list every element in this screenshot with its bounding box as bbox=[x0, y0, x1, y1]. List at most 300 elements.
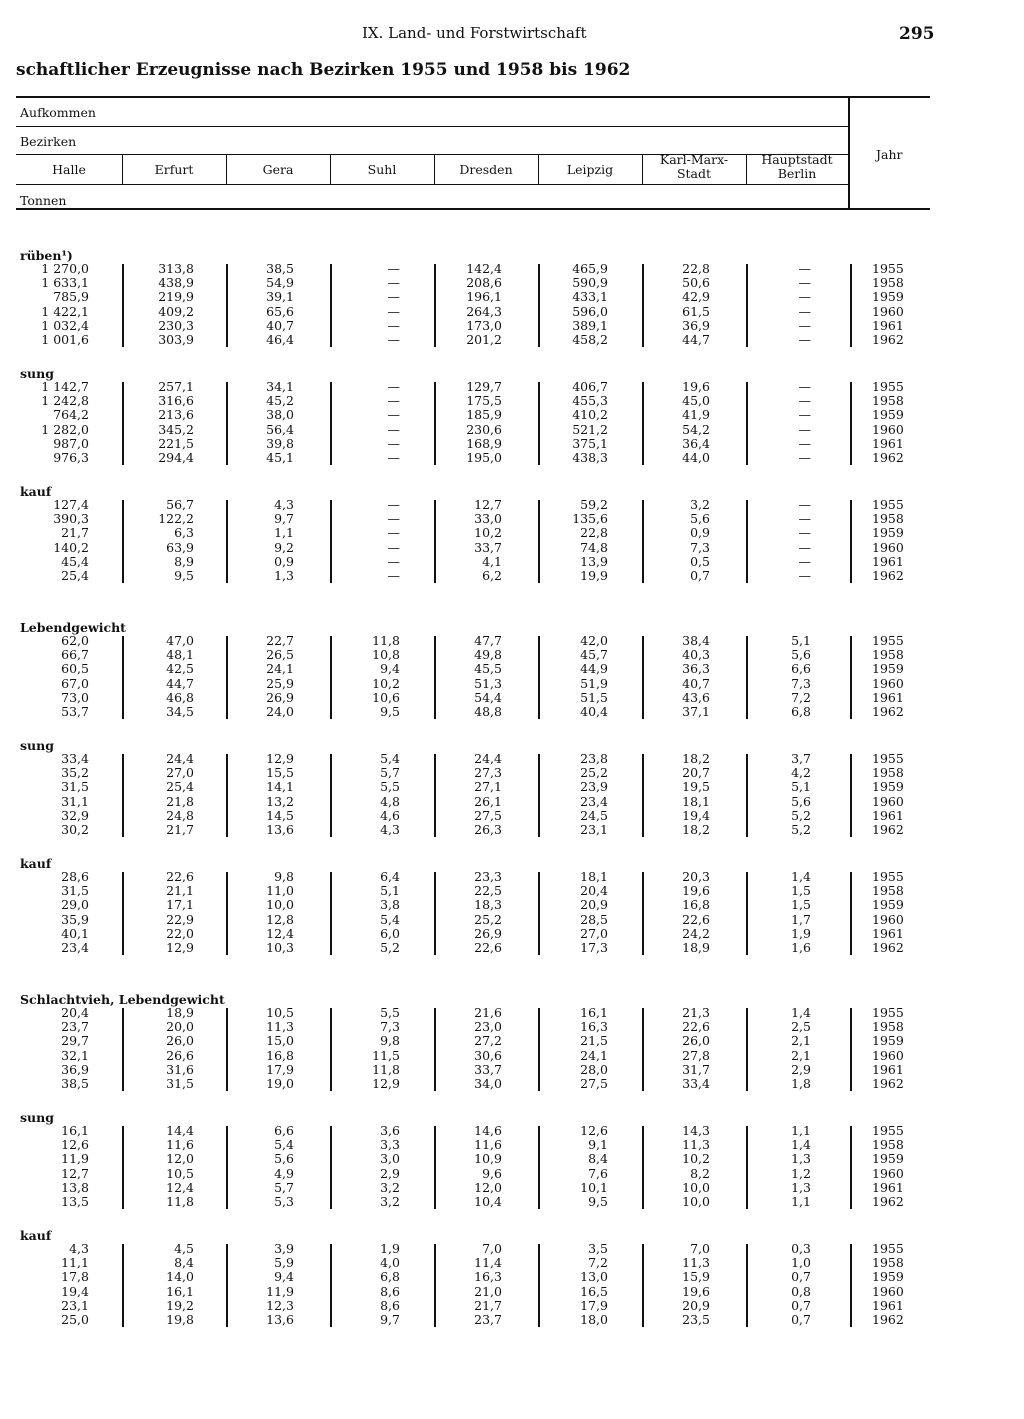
table-cell: — bbox=[798, 379, 811, 394]
column-rule bbox=[122, 1244, 124, 1327]
table-cell: 303,9 bbox=[158, 332, 194, 347]
table-cell: 1,9 bbox=[380, 1241, 400, 1256]
table-cell: 24,4 bbox=[166, 751, 194, 766]
table-cell: 7,0 bbox=[690, 1241, 710, 1256]
table-cell: — bbox=[387, 393, 400, 409]
table-cell: 0,8 bbox=[791, 1283, 811, 1299]
table-cell: 16,1 bbox=[61, 1123, 89, 1138]
table-cell: — bbox=[387, 379, 400, 394]
table-cell: 21,5 bbox=[580, 1033, 608, 1049]
section-label: sung bbox=[20, 1110, 54, 1125]
table-cell: 5,1 bbox=[380, 883, 400, 899]
table-cell: 1,9 bbox=[791, 925, 811, 941]
table-cell: 1 001,6 bbox=[41, 332, 89, 347]
table-cell: 22,8 bbox=[580, 525, 608, 541]
table-cell: 43,6 bbox=[682, 689, 710, 705]
table-cell: 219,9 bbox=[158, 289, 194, 305]
table-cell: — bbox=[387, 568, 400, 583]
table-cell: — bbox=[387, 332, 400, 347]
table-cell: 4,5 bbox=[174, 1241, 194, 1256]
table-cell: 46,4 bbox=[266, 332, 294, 347]
table-cell: 23,8 bbox=[580, 751, 608, 766]
table-cell: 5,2 bbox=[380, 940, 400, 955]
column-rule bbox=[330, 500, 332, 583]
table-cell: 38,5 bbox=[266, 261, 294, 276]
table-cell: 11,3 bbox=[266, 1019, 294, 1035]
column-rule bbox=[746, 382, 748, 465]
table-cell: 31,5 bbox=[61, 779, 89, 795]
table-cell: 1 242,8 bbox=[41, 393, 89, 409]
table-cell: 3,9 bbox=[274, 1241, 294, 1256]
table-cell: — bbox=[387, 525, 400, 541]
table-cell: 11,4 bbox=[474, 1255, 502, 1271]
table-cell: 31,6 bbox=[166, 1061, 194, 1077]
table-cell: 5,1 bbox=[791, 779, 811, 795]
year-cell: 1960 bbox=[872, 1283, 904, 1299]
table-cell: 5,4 bbox=[380, 751, 400, 766]
table-cell: 5,1 bbox=[791, 633, 811, 648]
year-cell: 1955 bbox=[872, 1005, 904, 1020]
table-cell: — bbox=[387, 539, 400, 555]
table-cell: 5,2 bbox=[791, 807, 811, 823]
table-cell: 20,4 bbox=[580, 883, 608, 899]
table-cell: 48,1 bbox=[166, 647, 194, 663]
year-cell: 1955 bbox=[872, 1241, 904, 1256]
section-label: Schlachtvieh, Lebendgewicht bbox=[20, 992, 225, 1007]
table-cell: 6,6 bbox=[274, 1123, 294, 1138]
year-cell: 1958 bbox=[872, 765, 904, 781]
table-cell: — bbox=[798, 421, 811, 437]
table-cell: 28,0 bbox=[580, 1061, 608, 1077]
table-cell: 12,8 bbox=[266, 911, 294, 927]
table-cell: 20,7 bbox=[682, 765, 710, 781]
column-rule bbox=[122, 872, 124, 955]
table-cell: 9,8 bbox=[274, 869, 294, 884]
column-rule bbox=[538, 636, 540, 719]
table-cell: 45,7 bbox=[580, 647, 608, 663]
year-cell: 1959 bbox=[872, 1033, 904, 1049]
table-cell: 27,5 bbox=[580, 1076, 608, 1091]
column-rule bbox=[850, 1126, 852, 1209]
table-cell: 5,9 bbox=[274, 1255, 294, 1271]
table-cell: 46,8 bbox=[166, 689, 194, 705]
year-cell: 1955 bbox=[872, 497, 904, 512]
table-cell: 8,6 bbox=[380, 1297, 400, 1313]
table-cell: — bbox=[798, 525, 811, 541]
table-cell: 213,6 bbox=[158, 407, 194, 423]
table-cell: 1,3 bbox=[791, 1151, 811, 1167]
table-cell: — bbox=[798, 568, 811, 583]
table-cell: 27,0 bbox=[580, 925, 608, 941]
table-cell: 40,4 bbox=[580, 704, 608, 719]
table-cell: 28,5 bbox=[580, 911, 608, 927]
table-cell: 11,6 bbox=[474, 1137, 502, 1153]
table-cell: 23,9 bbox=[580, 779, 608, 795]
table-cell: 24,0 bbox=[266, 704, 294, 719]
table-cell: 22,6 bbox=[682, 911, 710, 927]
table-cell: 3,2 bbox=[380, 1194, 400, 1209]
table-cell: 195,0 bbox=[466, 450, 502, 465]
table-cell: 22,7 bbox=[266, 633, 294, 648]
table-cell: 16,1 bbox=[580, 1005, 608, 1020]
column-rule bbox=[122, 500, 124, 583]
table-cell: 785,9 bbox=[53, 289, 89, 305]
table-cell: 18,1 bbox=[580, 869, 608, 884]
table-cell: 36,3 bbox=[682, 661, 710, 677]
table-cell: 47,7 bbox=[474, 633, 502, 648]
table-cell: 16,3 bbox=[474, 1269, 502, 1285]
column-rule bbox=[642, 872, 644, 955]
table-cell: 465,9 bbox=[572, 261, 608, 276]
table-cell: 66,7 bbox=[61, 647, 89, 663]
table-cell: 201,2 bbox=[466, 332, 502, 347]
table-cell: 1,5 bbox=[791, 897, 811, 913]
table-cell: 30,6 bbox=[474, 1047, 502, 1063]
column-rule bbox=[434, 1126, 436, 1209]
table-cell: 185,9 bbox=[466, 407, 502, 423]
table-cell: 10,1 bbox=[580, 1179, 608, 1195]
table-cell: 38,4 bbox=[682, 633, 710, 648]
year-cell: 1958 bbox=[872, 393, 904, 409]
table-cell: 14,4 bbox=[166, 1123, 194, 1138]
column-separator bbox=[642, 155, 643, 184]
table-cell: 19,6 bbox=[682, 379, 710, 394]
table-cell: 3,0 bbox=[380, 1151, 400, 1167]
column-rule bbox=[122, 636, 124, 719]
column-rule bbox=[226, 264, 228, 347]
table-cell: 0,7 bbox=[690, 568, 710, 583]
table-cell: 19,9 bbox=[580, 568, 608, 583]
column-rule bbox=[330, 636, 332, 719]
table-cell: 23,5 bbox=[682, 1312, 710, 1327]
table-cell: 9,7 bbox=[274, 511, 294, 527]
table-cell: — bbox=[798, 407, 811, 423]
section-label: rüben¹) bbox=[20, 248, 73, 263]
table-cell: — bbox=[387, 261, 400, 276]
column-rule bbox=[642, 1126, 644, 1209]
table-cell: 1 270,0 bbox=[41, 261, 89, 276]
table-cell: 32,1 bbox=[61, 1047, 89, 1063]
table-cell: 31,7 bbox=[682, 1061, 710, 1077]
year-cell: 1962 bbox=[872, 822, 904, 837]
section-label: kauf bbox=[20, 1228, 52, 1243]
year-cell: 1959 bbox=[872, 525, 904, 541]
column-rule bbox=[434, 1244, 436, 1327]
column-rule bbox=[746, 636, 748, 719]
table-cell: 9,1 bbox=[588, 1137, 608, 1153]
table-cell: 294,4 bbox=[158, 450, 194, 465]
year-cell: 1958 bbox=[872, 511, 904, 527]
table-cell: — bbox=[387, 303, 400, 319]
table-cell: 8,4 bbox=[588, 1151, 608, 1167]
table-cell: — bbox=[798, 261, 811, 276]
table-cell: 25,4 bbox=[61, 568, 89, 583]
year-cell: 1958 bbox=[872, 1137, 904, 1153]
column-rule bbox=[538, 754, 540, 837]
table-cell: 127,4 bbox=[53, 497, 89, 512]
table-cell: 26,0 bbox=[166, 1033, 194, 1049]
header-aufkommen: Aufkommen bbox=[20, 105, 96, 120]
table-cell: 15,9 bbox=[682, 1269, 710, 1285]
table-cell: 19,5 bbox=[682, 779, 710, 795]
column-rule bbox=[746, 1126, 748, 1209]
table-cell: — bbox=[387, 317, 400, 333]
table-cell: 12,6 bbox=[580, 1123, 608, 1138]
table-cell: 27,1 bbox=[474, 779, 502, 795]
year-cell: 1960 bbox=[872, 1047, 904, 1063]
table-cell: 13,2 bbox=[266, 793, 294, 809]
column-rule bbox=[434, 872, 436, 955]
table-cell: — bbox=[798, 289, 811, 305]
table-cell: — bbox=[798, 435, 811, 451]
column-rule bbox=[850, 264, 852, 347]
table-cell: 38,0 bbox=[266, 407, 294, 423]
table-cell: 26,1 bbox=[474, 793, 502, 809]
table-cell: 4,1 bbox=[482, 553, 502, 569]
table-cell: 51,9 bbox=[580, 675, 608, 691]
year-cell: 1959 bbox=[872, 779, 904, 795]
table-cell: 8,6 bbox=[380, 1283, 400, 1299]
table-cell: 24,8 bbox=[166, 807, 194, 823]
year-cell: 1960 bbox=[872, 421, 904, 437]
column-separator bbox=[330, 155, 331, 184]
section-label: Lebendgewicht bbox=[20, 620, 126, 635]
table-cell: 74,8 bbox=[580, 539, 608, 555]
table-cell: 25,2 bbox=[580, 765, 608, 781]
table-cell: 438,3 bbox=[572, 450, 608, 465]
table-cell: — bbox=[387, 435, 400, 451]
table-cell: 14,0 bbox=[166, 1269, 194, 1285]
table-cell: 173,0 bbox=[466, 317, 502, 333]
table-cell: 44,0 bbox=[682, 450, 710, 465]
column-rule bbox=[434, 382, 436, 465]
year-cell: 1961 bbox=[872, 1297, 904, 1313]
table-cell: 6,3 bbox=[174, 525, 194, 541]
table-cell: 122,2 bbox=[158, 511, 194, 527]
table-cell: 1,0 bbox=[791, 1255, 811, 1271]
table-cell: 21,7 bbox=[61, 525, 89, 541]
year-cell: 1955 bbox=[872, 379, 904, 394]
table-cell: 19,6 bbox=[682, 883, 710, 899]
table-cell: 230,3 bbox=[158, 317, 194, 333]
table-cell: — bbox=[387, 421, 400, 437]
table-cell: 17,9 bbox=[580, 1297, 608, 1313]
table-cell: 16,8 bbox=[682, 897, 710, 913]
column-rule bbox=[226, 872, 228, 955]
table-cell: 7,6 bbox=[588, 1165, 608, 1181]
column-rule bbox=[642, 1008, 644, 1091]
table-cell: 1,4 bbox=[791, 1137, 811, 1153]
column-rule bbox=[122, 1008, 124, 1091]
table-cell: 54,2 bbox=[682, 421, 710, 437]
table-cell: 33,4 bbox=[61, 751, 89, 766]
column-rule bbox=[226, 636, 228, 719]
table-cell: 4,9 bbox=[274, 1165, 294, 1181]
table-cell: 7,0 bbox=[482, 1241, 502, 1256]
header-rule-columns bbox=[16, 184, 848, 185]
table-cell: 596,0 bbox=[572, 303, 608, 319]
table-cell: 48,8 bbox=[474, 704, 502, 719]
table-cell: 16,3 bbox=[580, 1019, 608, 1035]
year-cell: 1962 bbox=[872, 940, 904, 955]
table-cell: 10,2 bbox=[372, 675, 400, 691]
table-cell: 27,5 bbox=[474, 807, 502, 823]
year-cell: 1961 bbox=[872, 925, 904, 941]
table-cell: 45,1 bbox=[266, 450, 294, 465]
table-cell: 15,5 bbox=[266, 765, 294, 781]
table-cell: 26,5 bbox=[266, 647, 294, 663]
table-cell: 5,2 bbox=[791, 822, 811, 837]
table-cell: 39,1 bbox=[266, 289, 294, 305]
table-cell: 24,2 bbox=[682, 925, 710, 941]
table-cell: 11,5 bbox=[372, 1047, 400, 1063]
table-cell: 27,3 bbox=[474, 765, 502, 781]
table-cell: 4,3 bbox=[380, 822, 400, 837]
column-rule bbox=[850, 500, 852, 583]
table-cell: 406,7 bbox=[572, 379, 608, 394]
table-cell: 1 422,1 bbox=[41, 303, 89, 319]
table-cell: 19,0 bbox=[266, 1076, 294, 1091]
table-cell: 19,2 bbox=[166, 1297, 194, 1313]
year-cell: 1959 bbox=[872, 1269, 904, 1285]
table-cell: — bbox=[798, 539, 811, 555]
column-rule bbox=[226, 1244, 228, 1327]
column-rule bbox=[330, 1244, 332, 1327]
table-cell: 29,7 bbox=[61, 1033, 89, 1049]
table-cell: 23,1 bbox=[580, 822, 608, 837]
table-cell: 590,9 bbox=[572, 275, 608, 291]
table-cell: 4,3 bbox=[69, 1241, 89, 1256]
table-cell: 10,2 bbox=[474, 525, 502, 541]
table-cell: 11,6 bbox=[166, 1137, 194, 1153]
table-cell: 10,4 bbox=[474, 1194, 502, 1209]
table-cell: 1 032,4 bbox=[41, 317, 89, 333]
column-header: Halle bbox=[52, 162, 86, 177]
column-rule bbox=[746, 872, 748, 955]
table-cell: 2,1 bbox=[791, 1047, 811, 1063]
table-cell: 0,7 bbox=[791, 1312, 811, 1327]
year-cell: 1959 bbox=[872, 289, 904, 305]
table-cell: 62,0 bbox=[61, 633, 89, 648]
table-cell: 39,8 bbox=[266, 435, 294, 451]
table-cell: — bbox=[798, 553, 811, 569]
table-cell: 390,3 bbox=[53, 511, 89, 527]
column-rule bbox=[642, 636, 644, 719]
table-cell: 27,8 bbox=[682, 1047, 710, 1063]
year-cell: 1960 bbox=[872, 793, 904, 809]
table-cell: 13,9 bbox=[580, 553, 608, 569]
year-cell: 1959 bbox=[872, 897, 904, 913]
table-cell: 21,7 bbox=[474, 1297, 502, 1313]
table-cell: 410,2 bbox=[572, 407, 608, 423]
table-cell: 1,1 bbox=[791, 1123, 811, 1138]
table-cell: 33,7 bbox=[474, 539, 502, 555]
table-cell: 26,3 bbox=[474, 822, 502, 837]
column-rule bbox=[746, 264, 748, 347]
table-cell: 221,5 bbox=[158, 435, 194, 451]
table-cell: 1,1 bbox=[274, 525, 294, 541]
table-cell: 987,0 bbox=[53, 435, 89, 451]
header-rule-aufkommen bbox=[16, 126, 848, 127]
table-cell: 12,4 bbox=[166, 1179, 194, 1195]
column-rule bbox=[330, 264, 332, 347]
table-cell: 11,9 bbox=[266, 1283, 294, 1299]
table-cell: 11,8 bbox=[372, 1061, 400, 1077]
table-cell: 17,8 bbox=[61, 1269, 89, 1285]
table-cell: 18,2 bbox=[682, 751, 710, 766]
table-cell: 36,4 bbox=[682, 435, 710, 451]
table-cell: 12,3 bbox=[266, 1297, 294, 1313]
table-cell: 10,5 bbox=[166, 1165, 194, 1181]
year-cell: 1961 bbox=[872, 1061, 904, 1077]
table-cell: 22,6 bbox=[166, 869, 194, 884]
table-cell: 17,9 bbox=[266, 1061, 294, 1077]
table-cell: 8,9 bbox=[174, 553, 194, 569]
table-cell: — bbox=[798, 497, 811, 512]
table-cell: 5,7 bbox=[274, 1179, 294, 1195]
year-cell: 1959 bbox=[872, 1151, 904, 1167]
table-cell: 11,3 bbox=[682, 1255, 710, 1271]
year-cell: 1961 bbox=[872, 553, 904, 569]
year-cell: 1961 bbox=[872, 1179, 904, 1195]
column-rule bbox=[850, 1244, 852, 1327]
table-cell: 16,8 bbox=[266, 1047, 294, 1063]
column-separator bbox=[538, 155, 539, 184]
column-rule bbox=[850, 872, 852, 955]
table-cell: 13,6 bbox=[266, 1312, 294, 1327]
table-cell: 433,1 bbox=[572, 289, 608, 305]
table-cell: 28,6 bbox=[61, 869, 89, 884]
table-cell: 63,9 bbox=[166, 539, 194, 555]
table-cell: 20,4 bbox=[61, 1005, 89, 1020]
table-cell: 10,0 bbox=[266, 897, 294, 913]
table-cell: 23,4 bbox=[61, 940, 89, 955]
column-header: Dresden bbox=[459, 162, 513, 177]
section-label: sung bbox=[20, 366, 54, 381]
year-cell: 1962 bbox=[872, 332, 904, 347]
table-cell: 12,7 bbox=[61, 1165, 89, 1181]
table-cell: 7,2 bbox=[791, 689, 811, 705]
table-cell: 12,7 bbox=[474, 497, 502, 512]
table-cell: 23,3 bbox=[474, 869, 502, 884]
table-cell: 2,1 bbox=[791, 1033, 811, 1049]
running-head: IX. Land- und Forstwirtschaft bbox=[362, 24, 587, 42]
year-cell: 1958 bbox=[872, 1255, 904, 1271]
table-cell: 40,7 bbox=[266, 317, 294, 333]
column-rule bbox=[538, 382, 540, 465]
column-rule bbox=[538, 1244, 540, 1327]
column-rule bbox=[226, 754, 228, 837]
column-rule bbox=[746, 1008, 748, 1091]
table-cell: 21,0 bbox=[474, 1283, 502, 1299]
table-cell: — bbox=[387, 450, 400, 465]
year-cell: 1961 bbox=[872, 689, 904, 705]
column-header: Suhl bbox=[367, 162, 397, 177]
column-rule bbox=[434, 636, 436, 719]
table-cell: 45,4 bbox=[61, 553, 89, 569]
table-cell: 45,5 bbox=[474, 661, 502, 677]
table-cell: 2,9 bbox=[791, 1061, 811, 1077]
table-cell: 24,1 bbox=[580, 1047, 608, 1063]
table-cell: 5,6 bbox=[690, 511, 710, 527]
table-cell: 11,9 bbox=[61, 1151, 89, 1167]
table-cell: 1,7 bbox=[791, 911, 811, 927]
table-cell: 14,6 bbox=[474, 1123, 502, 1138]
table-cell: 12,6 bbox=[61, 1137, 89, 1153]
table-cell: 455,3 bbox=[572, 393, 608, 409]
year-cell: 1962 bbox=[872, 1312, 904, 1327]
table-cell: 3,3 bbox=[380, 1137, 400, 1153]
